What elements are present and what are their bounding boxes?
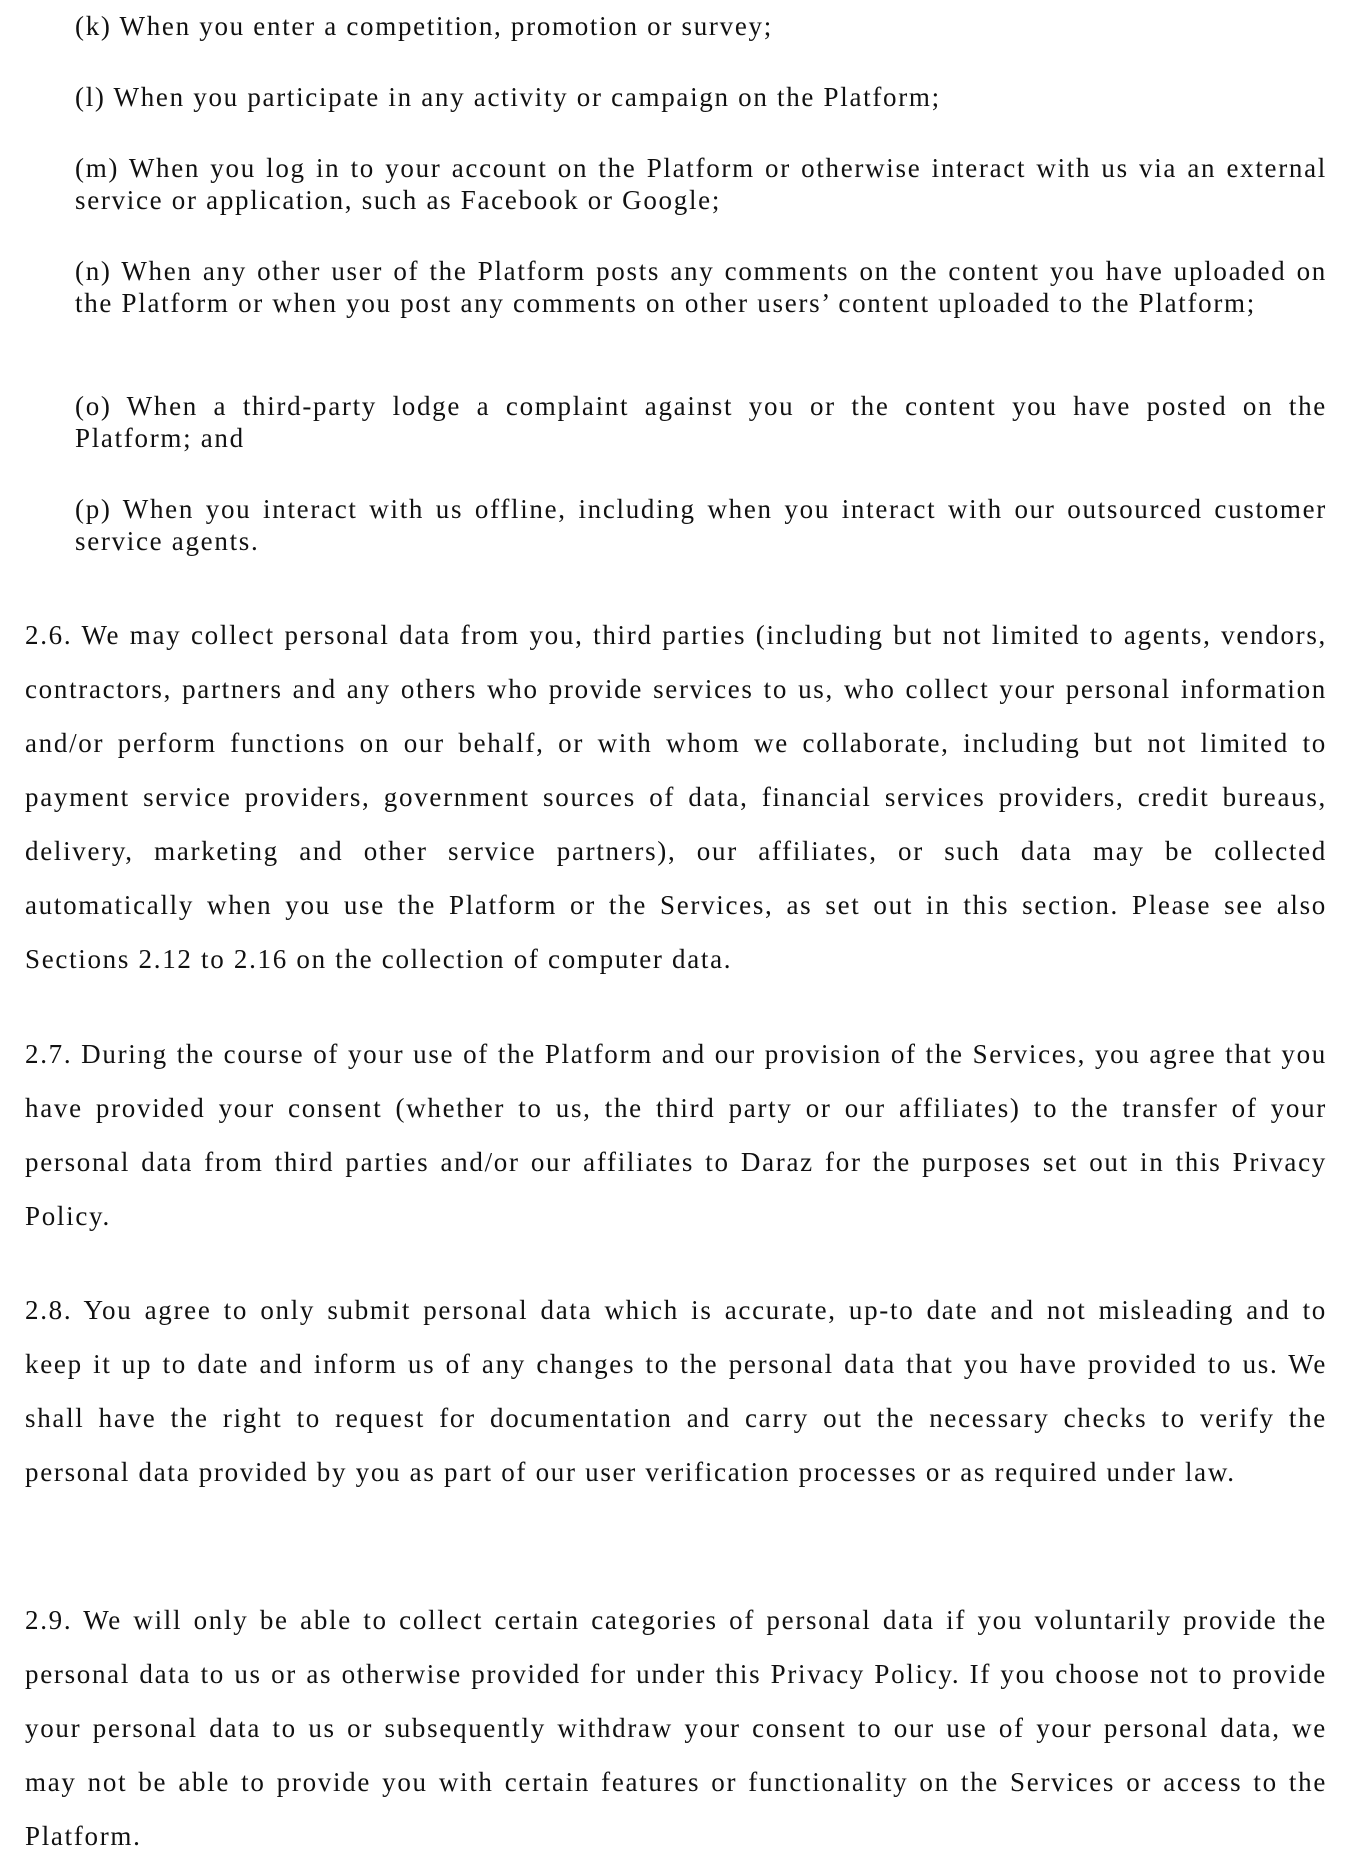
section-2-6-paragraph: 2.6. We may collect personal data from you, third parties (including but not limited to agents, vendors, contractors, partners and any others who provide services to us, who collect your personal information and/or perform functions on our behalf, or with whom we collaborate, including but not limited to payment service providers, government sources of data, financial services providers, credit bureaus, delivery, marketing and other service partners), our affiliates, or such data may be collected automatically when you use the Platform or the Services, as set out in this section. Please see also Sections 2.12 to 2.16 on the collection of computer data. <box>25 620 1327 974</box>
section-2-7-paragraph: 2.7. During the course of your use of the Platform and our provision of the Services, you agree that you have provided your consent (whether to us, the third party or our affiliates) to the transfer of your personal data from third parties and/or our affiliates to Daraz for the purposes set out in this Privacy Policy. <box>25 1039 1327 1231</box>
list-item-p: (p) When you interact with us offline, including when you interact with our outsourced customer service agents. <box>75 494 1327 556</box>
list-item-o: (o) When a third-party lodge a complaint against you or the content you have posted on the Platform; and <box>75 391 1327 453</box>
list-item-k: (k) When you enter a competition, promotion or survey; <box>75 11 773 41</box>
list-item-n: (n) When any other user of the Platform posts any comments on the content you have uploaded on the Platform or when you post any comments on other users’ content uploaded to the Platform; <box>75 256 1327 318</box>
section-2-8-paragraph: 2.8. You agree to only submit personal data which is accurate, up-to date and not misleading and to keep it up to date and inform us of any changes to the personal data that you have provided to us. We shall have the right to request for documentation and carry out the necessary checks to verify the personal data provided by you as part of our user verification processes or as required under law. <box>25 1295 1327 1487</box>
list-item-m: (m) When you log in to your account on the Platform or otherwise interact with us via an external service or application, such as Facebook or Google; <box>75 153 1327 215</box>
section-2-9-paragraph: 2.9. We will only be able to collect certain categories of personal data if you voluntarily provide the personal data to us or as otherwise provided for under this Privacy Policy. If you choose not to provide your personal data to us or subsequently withdraw your consent to our use of your personal data, we may not be able to provide you with certain features or functionality on the Services or access to the Platform. <box>25 1605 1327 1851</box>
list-item-l: (l) When you participate in any activity or campaign on the Platform; <box>75 82 941 112</box>
